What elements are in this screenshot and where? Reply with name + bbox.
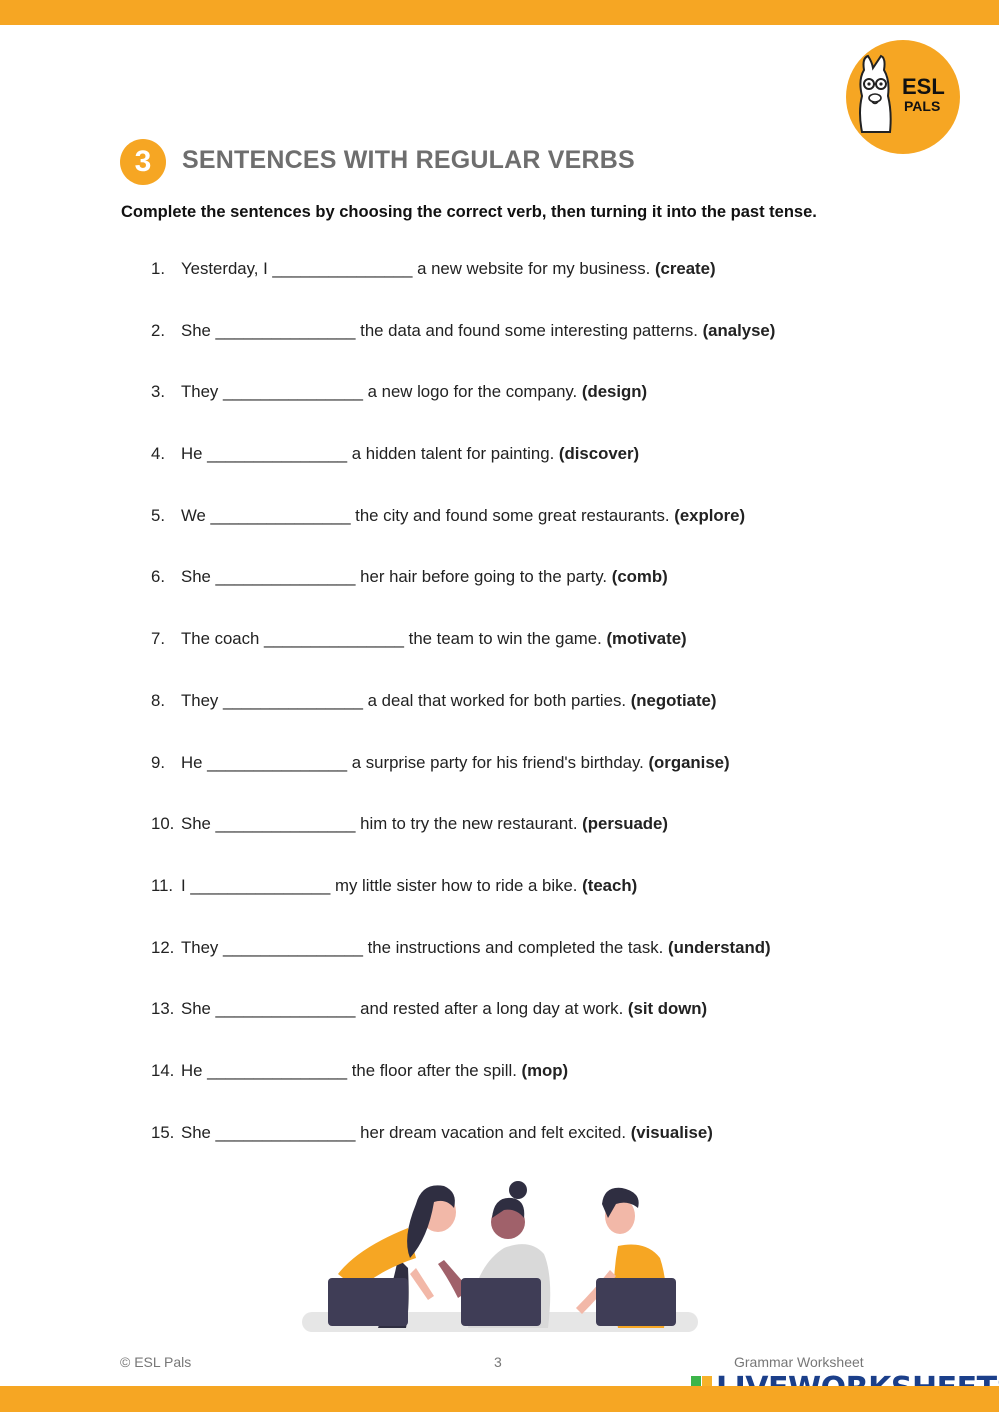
item-verb-hint: (mop) [521, 1060, 569, 1080]
list-item [151, 876, 931, 938]
list-item [151, 382, 931, 444]
item-sentence: She _______________ and rested after a long day at work. [181, 999, 624, 1019]
logo-line-esl: ESL [902, 74, 945, 99]
section-number-badge: 3 [120, 139, 166, 185]
item-number: 4. [151, 444, 165, 464]
item-verb-hint: (organise) [648, 752, 730, 772]
item-number: 12. [151, 937, 175, 957]
item-sentence: She _______________ the data and found some interesting patterns. [181, 320, 698, 340]
item-number: 5. [151, 505, 165, 525]
item-verb-hint: (negotiate) [630, 690, 717, 710]
list-item [151, 1123, 931, 1185]
list-item [151, 1061, 931, 1123]
item-sentence: They _______________ a new logo for the company. [181, 382, 578, 402]
section-title: SENTENCES WITH REGULAR VERBS [182, 146, 635, 174]
item-sentence: I _______________ my little sister how to ride a bike. [181, 875, 578, 895]
item-sentence: She _______________ him to try the new restaurant. [181, 814, 578, 834]
item-verb-hint: (persuade) [582, 814, 668, 834]
exercise-list [151, 259, 931, 1184]
item-sentence: She _______________ her hair before going to the party. [181, 567, 608, 587]
item-number: 11. [151, 875, 174, 895]
item-verb-hint: (sit down) [627, 999, 708, 1019]
list-item [151, 506, 931, 568]
footer-copyright: © ESL Pals [120, 1354, 192, 1370]
item-sentence: Yesterday, I _______________ a new website for my business. [181, 259, 651, 278]
item-number: 13. [151, 999, 175, 1019]
footer-page-number: 3 [494, 1354, 502, 1370]
logo-line-pals: PALS [904, 98, 941, 114]
list-item [151, 814, 931, 876]
item-verb-hint: (analyse) [702, 320, 776, 340]
esl-pals-logo [846, 40, 960, 154]
item-sentence: The coach _______________ the team to win the game. [181, 629, 602, 649]
item-sentence: He _______________ the floor after the spill. [181, 1060, 517, 1080]
list-item [151, 321, 931, 383]
item-number: 9. [151, 752, 165, 772]
list-item [151, 567, 931, 629]
instructions: Complete the sentences by choosing the correct verb, then turning it into the past tense. [121, 203, 817, 221]
item-sentence: We _______________ the city and found some great restaurants. [181, 505, 670, 525]
item-sentence: They _______________ a deal that worked for both parties. [181, 690, 627, 710]
item-verb-hint: (comb) [611, 567, 668, 587]
people-at-laptops-illustration [298, 1178, 700, 1336]
list-item [151, 999, 931, 1061]
item-verb-hint: (teach) [582, 875, 638, 895]
item-sentence: He _______________ a hidden talent for painting. [181, 444, 555, 464]
item-number: 8. [151, 690, 165, 710]
item-number: 1. [151, 259, 165, 278]
item-number: 3. [151, 382, 165, 402]
item-verb-hint: (discover) [558, 444, 640, 464]
item-verb-hint: (design) [581, 382, 648, 402]
item-verb-hint: (motivate) [606, 629, 687, 649]
item-sentence: They _______________ the instructions and completed the task. [181, 937, 664, 957]
list-item [151, 259, 931, 321]
item-verb-hint: (create) [654, 259, 716, 278]
item-number: 6. [151, 567, 165, 587]
item-number: 2. [151, 320, 165, 340]
logo-text [902, 76, 945, 113]
list-item [151, 444, 931, 506]
item-verb-hint: (visualise) [630, 1122, 713, 1142]
list-item [151, 753, 931, 815]
item-sentence: He _______________ a surprise party for his friend's birthday. [181, 752, 644, 772]
item-verb-hint: (explore) [674, 505, 746, 525]
footer-doc-type: Grammar Worksheet [734, 1354, 864, 1370]
top-accent-bar [0, 0, 999, 25]
item-number: 15. [151, 1122, 175, 1142]
item-number: 14. [151, 1060, 175, 1080]
item-number: 10. [151, 814, 175, 834]
list-item [151, 691, 931, 753]
item-sentence: She _______________ her dream vacation and felt excited. [181, 1122, 627, 1142]
item-number: 7. [151, 629, 165, 649]
bottom-accent-bar [0, 1386, 999, 1412]
item-verb-hint: (understand) [668, 937, 771, 957]
list-item [151, 938, 931, 1000]
list-item [151, 629, 931, 691]
